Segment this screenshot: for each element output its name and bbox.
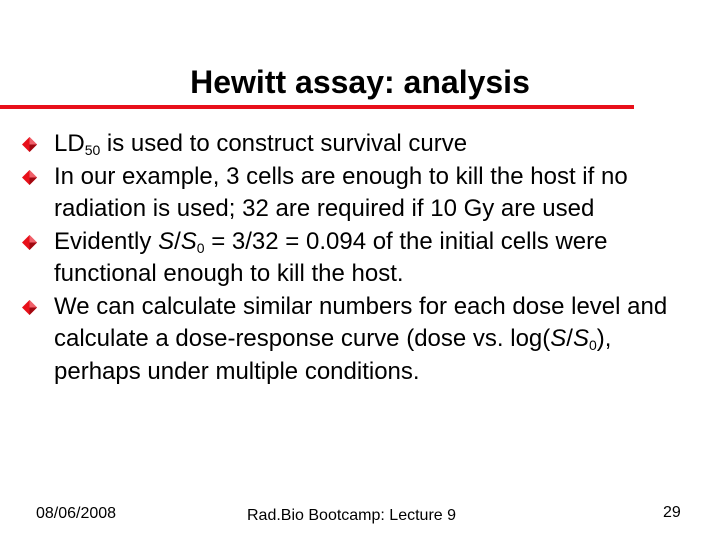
footer-lecture-title: Rad.Bio Bootcamp: Lecture 9 — [247, 507, 457, 524]
bullet-text: In our example, 3 cells are enough to kill the host if no radiation is used; 32 are required if 10 Gy are used — [54, 162, 628, 222]
diamond-bullet-icon — [22, 137, 37, 152]
diamond-bullet-icon — [22, 170, 37, 185]
diamond-bullet-icon — [22, 235, 37, 250]
footer-date: 08/06/2008 — [36, 505, 117, 522]
bullet-item — [22, 128, 702, 161]
bullet-text: Evidently $S/S_0 = 3/32 = 0.094$ of the initial cells were functional enough to kill the host. — [54, 227, 608, 287]
bullet-item — [22, 161, 702, 226]
title-underline — [0, 105, 634, 109]
slide-title: Hewitt assay: analysis — [190, 64, 530, 100]
bullet-item — [22, 291, 702, 389]
page-number: 29 — [663, 504, 681, 521]
bullet-list — [22, 128, 702, 388]
bullet-item — [22, 226, 702, 291]
bullet-text: We can calculate similar numbers for each dose level and calculate a dose-response curve (dose vs. $\log(S/S_0)$, perhaps under multiple conditions. — [54, 292, 668, 385]
bullet-text: $LD_{50}$ is used to construct survival curve — [54, 130, 468, 158]
diamond-bullet-icon — [22, 300, 37, 315]
